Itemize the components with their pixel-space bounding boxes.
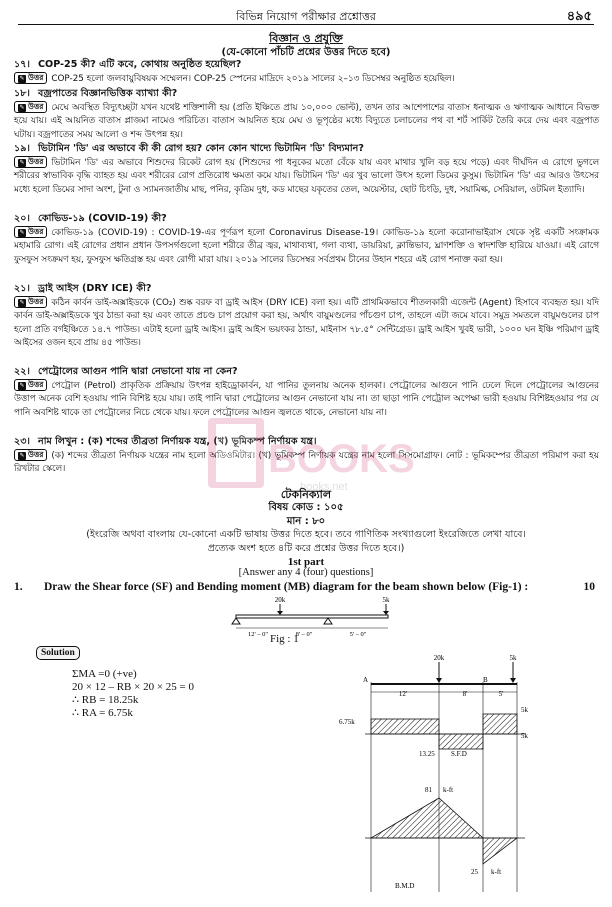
- sfd-block-positive-2: [483, 714, 517, 734]
- answer-badge: ✎ উত্তর: [14, 101, 47, 113]
- fig1-dim-2: 8' – 0": [295, 631, 313, 638]
- question-text: বজ্রপাতের বিজ্ঞানভিত্তিক ব্যাখ্যা কী?: [38, 88, 178, 99]
- question-text: কোভিড-১৯ (COVID-19) কী?: [38, 213, 167, 224]
- header-divider: [18, 24, 594, 25]
- english-question-text: Draw the Shear force (SF) and Bending moment (MB) diagram for the beam shown below (Fig-1) :: [44, 581, 529, 593]
- sfd-block-positive-1: [371, 719, 439, 734]
- question-18: ১৮। বজ্রপাতের বিজ্ঞানভিত্তিক ব্যাখ্যা কী?: [14, 88, 178, 99]
- technical-instruction-2: প্রত্যেক অংশ হতে ৪টি করে প্রশ্নের উত্তর দিতে হবে।): [207, 543, 405, 554]
- answer-badge: ✎ উত্তর: [14, 226, 47, 238]
- sfd-value-5k-bottom: 5k: [521, 732, 528, 740]
- answer-badge: ✎ উত্তর: [14, 156, 47, 168]
- question-text: পেট্রোলের আগুন পানি দ্বারা নেভানো যায় না কেন?: [38, 366, 238, 377]
- solution-label: Solution: [36, 646, 80, 660]
- bmd-negative-region: [483, 838, 517, 864]
- fig1-dim-1: 12' – 0": [247, 631, 269, 638]
- answer-18: ✎ উত্তর মেঘে অবস্থিত বিদ্যুৎচ্ছটা যখন যথেষ্ট শক্তিশালী হয় (প্রতি ইঞ্চিতে প্রায় ১০,০০০ ভোল্ট), তখন তার আশেপাশের বাতাস ধনাত্মক ও ঋণাত্মক আধানে বিভক্ত হয়ে যায়। এই আয়নিত বাতাস প্লাজমা নামেও পরিচিত। বাতাস আয়নিত হয়ে মেঘ ও ভূপৃষ্ঠের মধ্যে বিদ্যুতে চলাচলের পথ বা শর্ট সার্কিট তৈরি করে দেয় এবং বজ্রপাত ঘটায়। বজ্রপাতের সময় আলো ও শব্দ উৎপন্ন হয়।: [14, 102, 599, 140]
- bmd-value-25: 25: [471, 868, 478, 876]
- question-17: ১৭। COP-25 কী? এটি কবে, কোথায় অনুষ্ঠিত হয়েছিল?: [14, 59, 242, 70]
- figure-1-beam: [218, 594, 418, 646]
- english-question-number: 1.: [14, 581, 23, 593]
- question-text: ড্রাই আইস (DRY ICE) কী?: [38, 283, 152, 294]
- span-label-12ft: 12': [398, 690, 408, 698]
- answer-17: ✎ উত্তর COP-25 হলো জলবায়ুবিষয়ক সম্মেলন। COP-25 স্পেনের মাদ্রিদে ২০১৯ সালের ২–১৩ ডিসেম্বর অনুষ্ঠিত হয়েছিল।: [14, 72, 599, 86]
- sfd-value-13.25: 13.25: [419, 750, 435, 758]
- span-label-8ft: 8': [462, 690, 468, 698]
- answer-badge: ✎ উত্তর: [14, 449, 47, 461]
- answer-badge: ✎ উত্তর: [14, 296, 47, 308]
- english-question-marks: 10: [583, 581, 595, 593]
- page-number: ৪৯৫: [566, 9, 592, 24]
- question-text: ভিটামিন 'ডি' এর অভাবে কী কী রোগ হয়? কোন কোন খাদ্যে ভিটামিন 'ডি' বিদ্যমান?: [38, 143, 364, 154]
- fig1-load-5k: 5k: [382, 596, 390, 604]
- fig1-load-20k: 20k: [274, 596, 286, 604]
- subject-code: বিষয় কোড : ১০৫: [268, 502, 344, 513]
- span-label-5ft: 5': [498, 690, 504, 698]
- question-23: ২৩। নাম লিখুন : (ক) শব্দের তীব্রতা নির্ণায়ক যন্ত্র, (খ) ভূমিকম্প নির্ণায়ক যন্ত্র।: [14, 436, 317, 447]
- bmd-positive-region: [371, 798, 483, 838]
- question-20: ২০। কোভিড-১৯ (COVID-19) কী?: [14, 213, 167, 224]
- sfd-load-5k: 5k: [509, 654, 517, 662]
- question-text: COP-25 কী? এটি কবে, কোথায় অনুষ্ঠিত হয়েছিল?: [38, 59, 242, 70]
- part-instruction: [Answer any 4 (four) questions]: [238, 567, 374, 578]
- bmd-value-81: 81: [425, 786, 432, 794]
- equation-1: ΣMA =0 (+ve): [72, 668, 137, 680]
- support-label-a: A: [363, 676, 369, 684]
- answer-badge: ✎ উত্তর: [14, 72, 47, 84]
- sfd-block-negative: [439, 734, 483, 749]
- sfd-label: S.F.D: [451, 750, 467, 758]
- fig1-support-b: [324, 618, 332, 624]
- section-instruction: (যে-কোনো পাঁচটি প্রশ্নের উত্তর দিতে হবে): [221, 47, 391, 58]
- fig1-support-a: [232, 618, 240, 624]
- technical-instruction-1: (ইংরেজি অথবা বাংলায় যে-কোনো একটি ভাষায় উত্তর দিতে হবে। তবে গাণিতিক সংখ্যাগুলো ইংরেজিতে লেখা যাবে।: [86, 529, 526, 540]
- section-title: বিজ্ঞান ও প্রযুক্তি: [269, 32, 343, 45]
- marks: মান : ৮০: [286, 516, 326, 527]
- sfd-value-5k-top: 5k: [521, 706, 528, 714]
- watermark-text: BOOKS: [268, 437, 415, 481]
- sfd-bmd-diagram: [335, 652, 585, 904]
- answer-20: ✎ উত্তর কোভিড-১৯ (COVID-19) : COVID-19-এর পূর্ণরূপ হলো Coronavirus Disease-19। কোভিড-১৯ হলো করোনাভাইরাস থেকে সৃষ্ট একটি সংক্রামক মহামারি রোগ। এই রোগের প্রধান প্রধান উপসর্গগুলো হলো শরীরে তীব্র জ্বর, মাথাব্যথা, গলা ব্যথা, ডায়রিয়া, ক্লান্তিভাব, ঘ্রাণশক্তি ও স্বাদশক্তি হারিয়ে যাওয়া। এই রোগে ফুসফুস সংক্রমণ হয়, ফুসফুস ক্ষতিগ্রস্ত হয় এবং রোগী মারা যায়। ২০১৯ সালের ডিসেম্বর সর্বপ্রথম চীনের উহান শহরে এই রোগ শনাক্ত করা হয়।: [14, 227, 599, 265]
- answer-23: ✎ উত্তর (ক) শব্দের তীব্রতা নির্ণায়ক যন্ত্রের নাম হলো অডিওমিটার। (খ) ভূমিকম্প নির্ণায়ক যন্ত্রের নাম হলো সিসমোগ্রাফ। নোট : ভূমিকম্পের তীব্রতা পরিমাপ করা হয় রিখটার স্কেলে।: [14, 450, 599, 475]
- answer-21: ✎ উত্তর কঠিন কার্বন ডাই-অক্সাইডকে (CO₂) শুষ্ক বরফ বা ড্রাই আইস (DRY ICE) বলা হয়। এটি প্রাথমিকভাবে শীতলকারী এজেন্ট (Agent) হিসাবে ব্যবহৃত হয়। যদি কার্বন ডাই-অক্সাইডকে খুব ঠান্ডা করা হয় এবং তাতে প্রচণ্ড চাপ প্রয়োগ করা হয়, অর্থাৎ বায়ুমণ্ডলের পাঁচগুণ চাপ, তাহলে এটা জমে যাবে। সমুদ্র সমতলে বায়ুমণ্ডলের চাপ হলো প্রতি বর্গইঞ্চিতে ১৪.৭ পাউন্ড। এটাই হলো ড্রাই আইস। ড্রাই আইস ভয়ংকর ঠান্ডা, মাইনাস ৭৮.৫° সেন্টিগ্রেড। ড্রাই আইস খুবই ভারী, ১০০০ ঘন ইঞ্চি পরিমাণ ড্রাই আইসের ওজন হবে প্রায় ৪৫ পাউন্ড।: [14, 297, 599, 348]
- answer-19: ✎ উত্তর ভিটামিন 'ডি' এর অভাবে শিশুদের রিকেট রোগ হয় (শিশুদের পা ধনুকের মতো বেঁকে যায় এবং মাথার খুলি বড় হয়ে পড়ে) এবং দীর্ঘদিন এ রোগে ভুগলে শরীরের স্বাভাবিক বৃদ্ধি ব্যাহত হয় এবং শরীরের রোগ প্রতিরোধ ক্ষমতা কমে যায়। ভিটামিন 'ডি' এর খুব ভালো উৎস হলো ডিমের কুসুম। ভিটামিন 'ডি' এর আরও উৎসের মধ্যে হলো ডিমের সাদা অংশ, টুনা ও স্যামনজাতীয় মাছ, পনির, কৃত্রিম দুধ, কড মাছের যকৃতের তেল, অয়েস্টার, ছোট চিংড়ি, দুধ, সয়ামিল্ক, সেরিয়াল, ওটমিল ইত্যাদি।: [14, 157, 599, 195]
- answer-badge: ✎ উত্তর: [14, 379, 47, 391]
- sfd-load-20k: 20k: [433, 654, 445, 662]
- header-title: বিভিন্ন নিয়োগ পরীক্ষার প্রশ্নোত্তর: [236, 10, 376, 23]
- fig1-beam: [236, 615, 388, 618]
- part-title: 1st part: [287, 556, 325, 568]
- english-question-1: [14, 581, 599, 593]
- equation-3: ∴ RB = 18.25k: [72, 694, 139, 706]
- bmd-unit-2: k-ft: [491, 868, 502, 876]
- support-label-b: B: [483, 676, 488, 684]
- bmd-unit-1: k-ft: [443, 786, 454, 794]
- question-21: ২১। ড্রাই আইস (DRY ICE) কী?: [14, 283, 152, 294]
- technical-title: টেকনিক্যাল: [280, 488, 332, 501]
- figure-1-caption: Fig : 1: [270, 633, 299, 645]
- page-header: [0, 8, 612, 24]
- watermark-url: books.net: [300, 481, 348, 493]
- equation-4: ∴ RA = 6.75k: [72, 707, 133, 719]
- equation-2: 20 × 12 – RB × 20 × 25 = 0: [72, 681, 194, 693]
- question-text: নাম লিখুন : (ক) শব্দের তীব্রতা নির্ণায়ক যন্ত্র, (খ) ভূমিকম্প নির্ণায়ক যন্ত্র।: [38, 436, 317, 447]
- fig1-dim-3: 5' – 0": [349, 631, 367, 638]
- question-22: ২২। পেট্রোলের আগুন পানি দ্বারা নেভানো যায় না কেন?: [14, 366, 238, 377]
- sfd-value-6.75k: 6.75k: [339, 718, 355, 726]
- question-19: ১৯। ভিটামিন 'ডি' এর অভাবে কী কী রোগ হয়? কোন কোন খাদ্যে ভিটামিন 'ডি' বিদ্যমান?: [14, 143, 364, 154]
- answer-22: ✎ উত্তর পেট্রোল (Petrol) প্রাকৃতিক প্রক্রিয়ায় উৎপন্ন হাইড্রোকার্বন, যা পানির তুলনায় অনেক হালকা। পেট্রোলের আগুনে পানি ঢেলে দিলে পেট্রোলের আগুনের উত্তাপ অনেক বেশি হওয়ায় পানি বিশিষ্ট হয়ে যায়। তাই পানি দ্বারা পেট্রোলের আগুন নেভানো যায় না। তা ছাড়া পানি পেট্রোল অপেক্ষা ভারী হওয়ায় বিশিষ্টহওয়ার পর যে পানি অবশিষ্ট থাকে তা পেট্রোলের নিচে থেকে যায়। ফলে পেট্রোলের আগুন জ্বলতে থাকে, নেভানো যায় না।: [14, 380, 599, 418]
- bmd-label: B.M.D: [395, 882, 415, 890]
